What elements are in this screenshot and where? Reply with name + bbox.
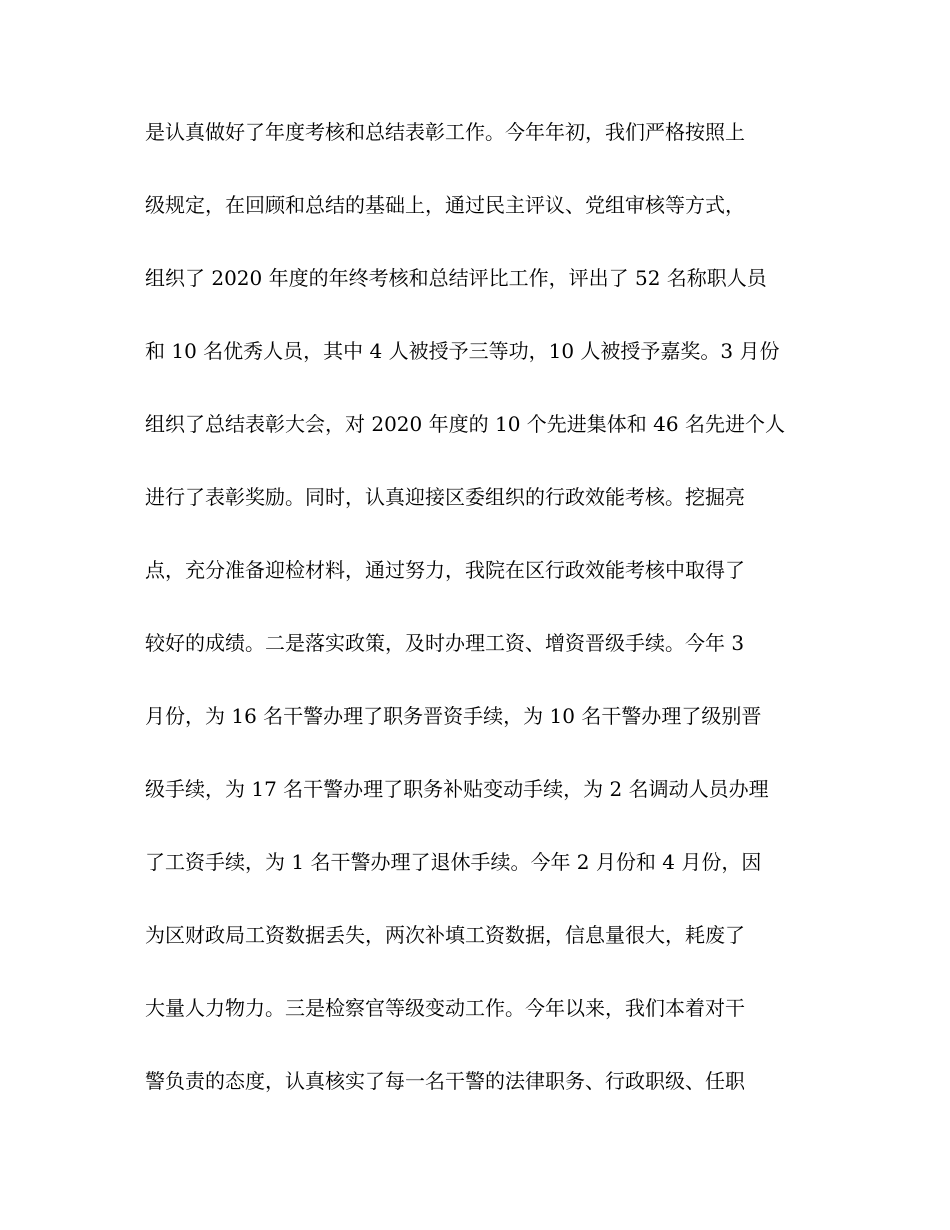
text-line: 了工资手续，为 1 名干警办理了退休手续。今年 2 月份和 4 月份，因 xyxy=(145,850,762,874)
text-line: 级规定，在回顾和总结的基础上，通过民主评议、党组审核等方式， xyxy=(145,193,745,217)
text-line: 点，充分准备迎检材料，通过努力，我院在区行政效能考核中取得了 xyxy=(145,558,745,582)
text-line: 组织了 2020 年度的年终考核和总结评比工作，评出了 52 名称职人员 xyxy=(145,266,767,290)
text-line: 级手续，为 17 名干警办理了职务补贴变动手续，为 2 名调动人员办理 xyxy=(145,777,769,801)
text-line: 是认真做好了年度考核和总结表彰工作。今年年初，我们严格按照上 xyxy=(145,120,745,144)
text-line: 警负责的态度，认真核实了每一名干警的法律职务、行政职级、任职 xyxy=(145,1069,745,1093)
text-line: 为区财政局工资数据丢失，两次补填工资数据，信息量很大，耗废了 xyxy=(145,923,745,947)
text-line: 月份，为 16 名干警办理了职务晋资手续，为 10 名干警办理了级别晋 xyxy=(145,704,762,728)
text-line: 组织了总结表彰大会，对 2020 年度的 10 个先进集体和 46 名先进个人 xyxy=(145,412,785,436)
text-line: 和 10 名优秀人员，其中 4 人被授予三等功，10 人被授予嘉奖。3 月份 xyxy=(145,339,780,363)
text-line: 进行了表彰奖励。同时，认真迎接区委组织的行政效能考核。挖掘亮 xyxy=(145,485,745,509)
text-line: 大量人力物力。三是检察官等级变动工作。今年以来，我们本着对干 xyxy=(145,996,745,1020)
text-line: 较好的成绩。二是落实政策，及时办理工资、增资晋级手续。今年 3 xyxy=(145,631,745,655)
